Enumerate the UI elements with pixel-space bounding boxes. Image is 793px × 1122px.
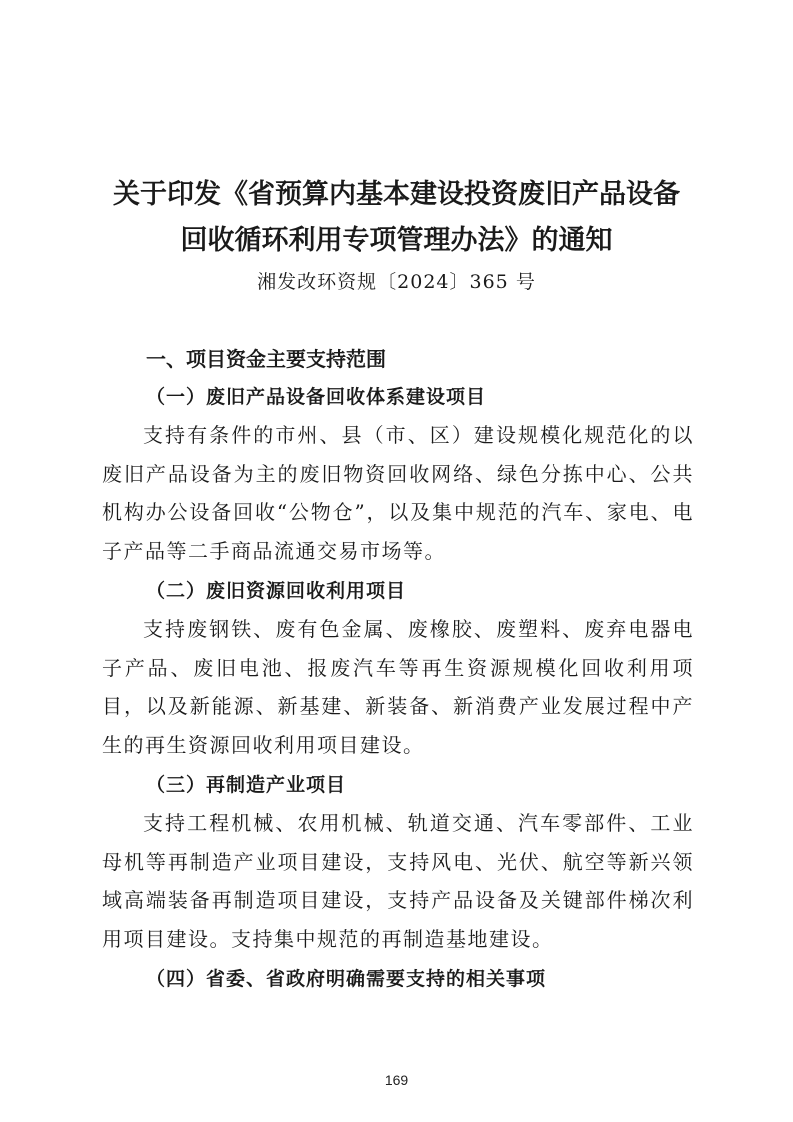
subsection-body-3: 支持工程机械、农用机械、轨道交通、汽车零部件、工业母机等再制造产业项目建设，支持风电、光伏、航空等新兴领域高端装备再制造项目建设，支持产品设备及关键部件梯次利用项目建设。支持集中规范的再制造基地建设。 [102, 811, 694, 951]
document-title-line-2: 回收循环利用专项管理办法》的通知 [180, 225, 613, 256]
subsection-heading-2: （二）废旧资源回收利用项目 [146, 580, 407, 602]
subsection-heading-1: （一）废旧产品设备回收体系建设项目 [146, 386, 487, 408]
subsection-heading-3: （三）再制造产业项目 [146, 774, 347, 796]
subsection-heading-4: （四）省委、省政府明确需要支持的相关事项 [146, 968, 547, 990]
document-body [102, 340, 694, 998]
page-number: 169 [384, 1072, 409, 1088]
document-title-line-1: 关于印发《省预算内基本建设投资废旧产品设备 [113, 179, 680, 210]
document-number: 湘发改环资规〔2024〕365 号 [257, 271, 536, 293]
subsection-body-1: 支持有条件的市州、县（市、区）建设规模化规范化的以废旧产品设备为主的废旧物资回收网络、绿色分拣中心、公共机构办公设备回收“公物仓”，以及集中规范的汽车、家电、电子产品等二手商品流通交易市场等。 [102, 423, 694, 563]
section-heading: 一、项目资金主要支持范围 [146, 347, 386, 371]
subsection-body-2: 支持废钢铁、废有色金属、废橡胶、废塑料、废弃电器电子产品、废旧电池、报废汽车等再生资源规模化回收利用项目，以及新能源、新基建、新装备、新消费产业发展过程中产生的再生资源回收利用项目建设。 [102, 617, 694, 757]
title-block [60, 172, 733, 296]
